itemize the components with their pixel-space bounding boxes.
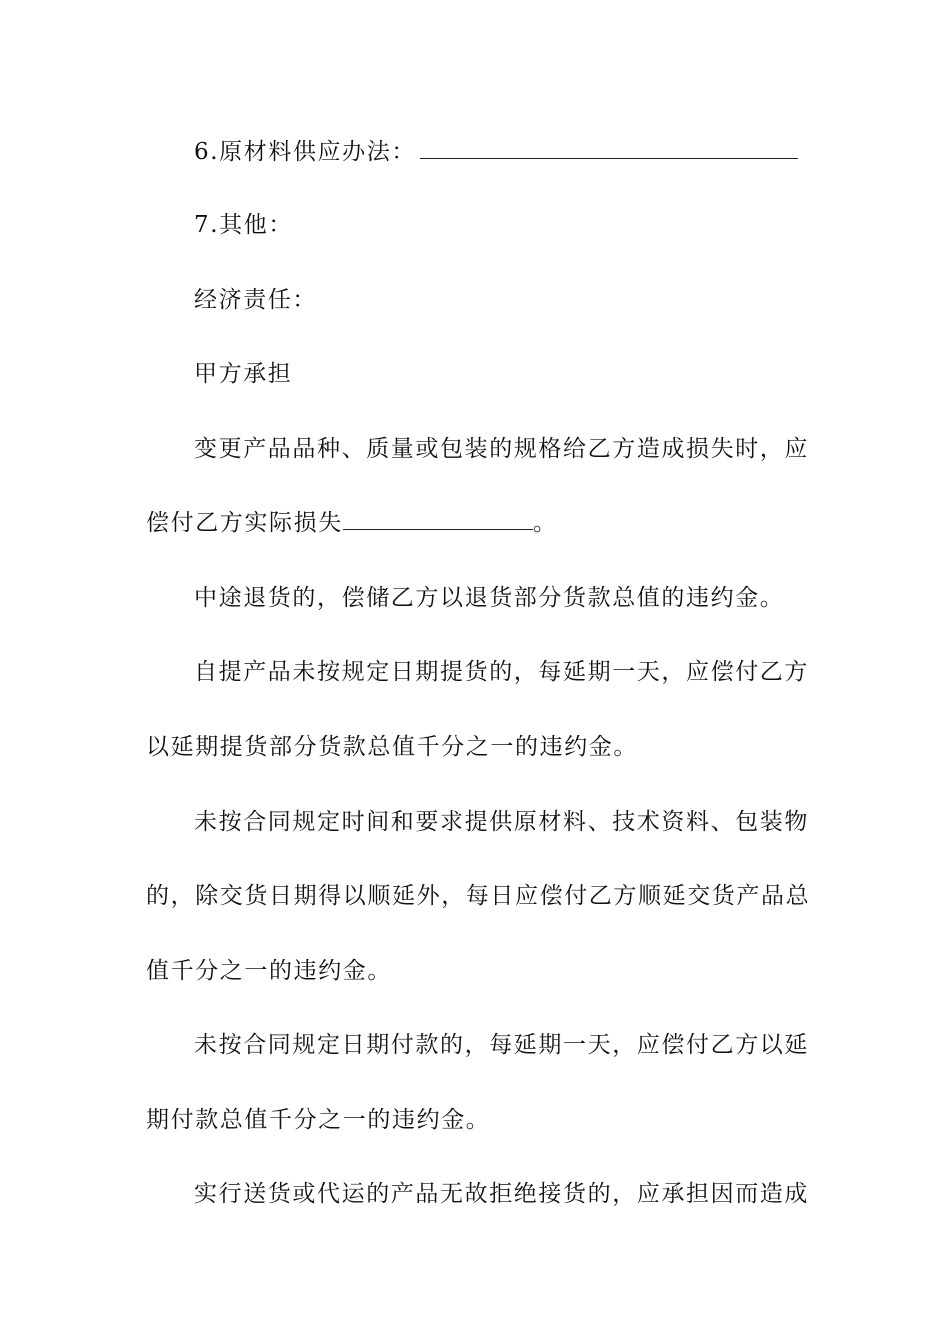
- heading-text: 经济责任：: [194, 287, 317, 313]
- paragraph-text: 中途退货的，偿储乙方以退货部分货款总值的违约金。: [194, 585, 785, 611]
- fill-in-blank: [343, 507, 533, 530]
- paragraph-line: [146, 880, 816, 912]
- paragraph-text: 以延期提货部分货款总值千分之一的违约金。: [146, 734, 638, 760]
- paragraph-text: 值千分之一的违约金。: [146, 958, 392, 984]
- paragraph-line: [194, 806, 816, 838]
- fill-in-blank: [420, 136, 798, 159]
- paragraph-line: [194, 433, 816, 465]
- paragraph-text: 自提产品未按规定日期提货的，每延期一天，应偿付乙方: [194, 659, 809, 685]
- paragraph-line: [146, 731, 816, 763]
- clause-text: 6.原材料供应办法：: [194, 139, 416, 165]
- paragraph-line: [194, 582, 816, 614]
- paragraph-text: 未按合同规定时间和要求提供原材料、技术资料、包装物: [194, 809, 809, 835]
- paragraph-text: 未按合同规定日期付款的，每延期一天，应偿付乙方以延: [194, 1032, 809, 1058]
- paragraph-line: [194, 1029, 816, 1061]
- paragraph-line: [146, 955, 816, 987]
- paragraph-line: [194, 1178, 816, 1210]
- section-heading-economic-liability: [194, 284, 816, 316]
- paragraph-text: 。: [532, 510, 558, 536]
- paragraph-text: 偿付乙方实际损失: [146, 510, 343, 536]
- heading-text: 甲方承担: [194, 361, 293, 387]
- clause-other: [194, 209, 816, 241]
- paragraph-line: [194, 656, 816, 688]
- paragraph-text: 变更产品品种、质量或包装的规格给乙方造成损失时，应: [194, 436, 809, 462]
- paragraph-line: [146, 1104, 816, 1136]
- clause-raw-material-supply: [194, 136, 816, 168]
- paragraph-text: 期付款总值千分之一的违约金。: [146, 1107, 491, 1133]
- paragraph-line: [146, 507, 816, 539]
- party-a-heading: [194, 358, 816, 390]
- clause-text: 7.其他：: [194, 212, 293, 238]
- paragraph-text: 的，除交货日期得以顺延外，每日应偿付乙方顺延交货产品总: [146, 883, 811, 909]
- paragraph-text: 实行送货或代运的产品无故拒绝接货的，应承担因而造成: [194, 1181, 809, 1207]
